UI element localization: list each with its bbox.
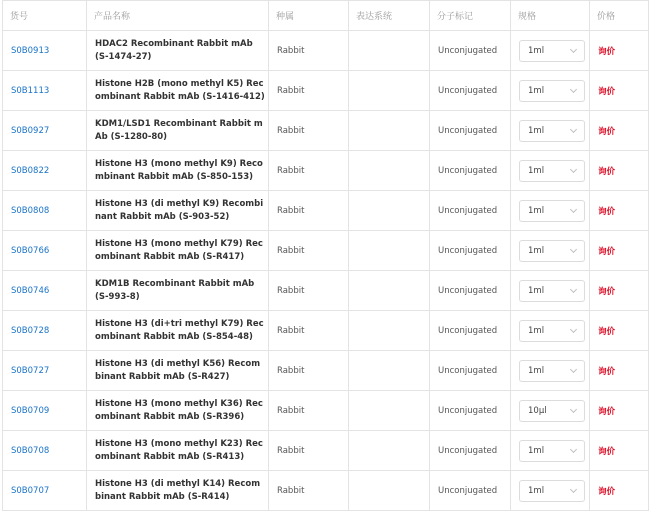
catalog-link[interactable]: S0B0927 xyxy=(11,125,50,136)
catalog-cell xyxy=(3,231,87,271)
size-cell xyxy=(511,471,590,511)
expression-cell xyxy=(349,391,430,431)
header-conjugate: 分子标记 xyxy=(430,1,511,31)
conjugate-cell: Unconjugated xyxy=(430,191,511,231)
catalog-link[interactable]: S0B1113 xyxy=(11,85,50,96)
expression-cell xyxy=(349,111,430,151)
size-select-value: 1ml xyxy=(528,125,545,136)
table-row xyxy=(3,191,649,231)
size-select[interactable] xyxy=(519,200,585,222)
catalog-cell xyxy=(3,151,87,191)
conjugate-cell: Unconjugated xyxy=(430,231,511,271)
size-select-value: 1ml xyxy=(528,285,545,296)
table-row xyxy=(3,151,649,191)
conjugate-cell: Unconjugated xyxy=(430,391,511,431)
size-select[interactable] xyxy=(519,80,585,102)
chevron-down-icon xyxy=(570,165,577,172)
chevron-down-icon xyxy=(570,125,577,132)
expression-cell xyxy=(349,311,430,351)
catalog-link[interactable]: S0B0727 xyxy=(11,365,50,376)
conjugate-cell: Unconjugated xyxy=(430,271,511,311)
price-inquiry-link[interactable]: 询价 xyxy=(590,191,649,231)
catalog-link[interactable]: S0B0728 xyxy=(11,325,50,336)
catalog-cell xyxy=(3,471,87,511)
conjugate-cell: Unconjugated xyxy=(430,471,511,511)
conjugate-cell: Unconjugated xyxy=(430,111,511,151)
table-body xyxy=(3,31,649,511)
catalog-cell xyxy=(3,351,87,391)
product-name: Histone H3 (di+tri methyl K79) Recombinant Rabbit mAb (S-854-48) xyxy=(87,311,269,351)
host-cell: Rabbit xyxy=(269,111,349,151)
catalog-link[interactable]: S0B0709 xyxy=(11,405,50,416)
host-cell: Rabbit xyxy=(269,351,349,391)
product-name: Histone H3 (di methyl K14) Recombinant Rabbit mAb (S-R414) xyxy=(87,471,269,511)
host-cell: Rabbit xyxy=(269,391,349,431)
table-row xyxy=(3,471,649,511)
host-cell: Rabbit xyxy=(269,231,349,271)
product-name: HDAC2 Recombinant Rabbit mAb (S-1474-27) xyxy=(87,31,269,71)
table-row xyxy=(3,311,649,351)
product-table xyxy=(2,0,649,511)
product-name: Histone H3 (mono methyl K23) Recombinant Rabbit mAb (S-R413) xyxy=(87,431,269,471)
chevron-down-icon xyxy=(570,325,577,332)
size-select[interactable] xyxy=(519,40,585,62)
size-select-value: 1ml xyxy=(528,85,545,96)
size-select[interactable] xyxy=(519,280,585,302)
table-header-row xyxy=(3,1,649,31)
table-row xyxy=(3,351,649,391)
catalog-cell xyxy=(3,391,87,431)
header-price: 价格 xyxy=(590,1,649,31)
chevron-down-icon xyxy=(570,205,577,212)
product-name: Histone H3 (mono methyl K36) Recombinant Rabbit mAb (S-R396) xyxy=(87,391,269,431)
size-cell xyxy=(511,271,590,311)
product-name: KDM1B Recombinant Rabbit mAb (S-993-8) xyxy=(87,271,269,311)
product-name: Histone H3 (di methyl K9) Recombinant Rabbit mAb (S-903-52) xyxy=(87,191,269,231)
catalog-cell xyxy=(3,71,87,111)
size-select-value: 10μl xyxy=(528,405,547,416)
expression-cell xyxy=(349,431,430,471)
header-expression-system: 表达系统 xyxy=(349,1,430,31)
catalog-link[interactable]: S0B0822 xyxy=(11,165,50,176)
size-select[interactable] xyxy=(519,240,585,262)
product-name: Histone H3 (mono methyl K79) Recombinant Rabbit mAb (S-R417) xyxy=(87,231,269,271)
size-cell xyxy=(511,311,590,351)
table-row xyxy=(3,231,649,271)
price-inquiry-link[interactable]: 询价 xyxy=(590,271,649,311)
catalog-cell xyxy=(3,111,87,151)
size-cell xyxy=(511,151,590,191)
host-cell: Rabbit xyxy=(269,151,349,191)
catalog-link[interactable]: S0B0913 xyxy=(11,45,50,56)
size-cell xyxy=(511,111,590,151)
chevron-down-icon xyxy=(570,45,577,52)
size-select-value: 1ml xyxy=(528,365,545,376)
size-select[interactable] xyxy=(519,400,585,422)
size-cell xyxy=(511,391,590,431)
host-cell: Rabbit xyxy=(269,31,349,71)
chevron-down-icon xyxy=(570,245,577,252)
price-inquiry-link[interactable]: 询价 xyxy=(590,151,649,191)
catalog-link[interactable]: S0B0708 xyxy=(11,445,50,456)
price-inquiry-link[interactable]: 询价 xyxy=(590,471,649,511)
size-select-value: 1ml xyxy=(528,485,545,496)
host-cell: Rabbit xyxy=(269,311,349,351)
size-select[interactable] xyxy=(519,120,585,142)
table-row xyxy=(3,71,649,111)
chevron-down-icon xyxy=(570,485,577,492)
table-row xyxy=(3,31,649,71)
host-cell: Rabbit xyxy=(269,471,349,511)
catalog-link[interactable]: S0B0746 xyxy=(11,285,50,296)
expression-cell xyxy=(349,191,430,231)
header-size: 规格 xyxy=(511,1,590,31)
conjugate-cell: Unconjugated xyxy=(430,311,511,351)
size-select-value: 1ml xyxy=(528,205,545,216)
chevron-down-icon xyxy=(570,365,577,372)
chevron-down-icon xyxy=(570,405,577,412)
size-select-value: 1ml xyxy=(528,165,545,176)
size-select-value: 1ml xyxy=(528,45,545,56)
product-name: Histone H3 (di methyl K56) Recombinant Rabbit mAb (S-R427) xyxy=(87,351,269,391)
conjugate-cell: Unconjugated xyxy=(430,351,511,391)
conjugate-cell: Unconjugated xyxy=(430,31,511,71)
conjugate-cell: Unconjugated xyxy=(430,71,511,111)
price-inquiry-link[interactable]: 询价 xyxy=(590,231,649,271)
expression-cell xyxy=(349,31,430,71)
table-row xyxy=(3,431,649,471)
price-inquiry-link[interactable]: 询价 xyxy=(590,391,649,431)
host-cell: Rabbit xyxy=(269,71,349,111)
expression-cell xyxy=(349,231,430,271)
catalog-link[interactable]: S0B0766 xyxy=(11,245,50,256)
conjugate-cell: Unconjugated xyxy=(430,151,511,191)
catalog-cell xyxy=(3,191,87,231)
size-cell xyxy=(511,31,590,71)
price-inquiry-link[interactable]: 询价 xyxy=(590,351,649,391)
size-select[interactable] xyxy=(519,160,585,182)
host-cell: Rabbit xyxy=(269,191,349,231)
host-cell: Rabbit xyxy=(269,271,349,311)
host-cell: Rabbit xyxy=(269,431,349,471)
size-select[interactable] xyxy=(519,360,585,382)
expression-cell xyxy=(349,471,430,511)
price-inquiry-link[interactable]: 询价 xyxy=(590,431,649,471)
price-inquiry-link[interactable]: 询价 xyxy=(590,311,649,351)
product-name: Histone H2B (mono methyl K5) Recombinant Rabbit mAb (S-1416-412) xyxy=(87,71,269,111)
header-product-name: 产品名称 xyxy=(87,1,269,31)
size-select[interactable] xyxy=(519,480,585,502)
size-select-value: 1ml xyxy=(528,445,545,456)
size-select[interactable] xyxy=(519,320,585,342)
size-cell xyxy=(511,191,590,231)
catalog-cell xyxy=(3,431,87,471)
catalog-cell xyxy=(3,31,87,71)
catalog-cell xyxy=(3,311,87,351)
expression-cell xyxy=(349,71,430,111)
size-select-value: 1ml xyxy=(528,325,545,336)
expression-cell xyxy=(349,351,430,391)
price-inquiry-link[interactable]: 询价 xyxy=(590,31,649,71)
header-host: 种属 xyxy=(269,1,349,31)
table-row xyxy=(3,111,649,151)
size-cell xyxy=(511,351,590,391)
catalog-link[interactable]: S0B0707 xyxy=(11,485,50,496)
product-name: KDM1/LSD1 Recombinant Rabbit mAb (S-1280-80) xyxy=(87,111,269,151)
expression-cell xyxy=(349,151,430,191)
catalog-link[interactable]: S0B0808 xyxy=(11,205,50,216)
size-cell xyxy=(511,71,590,111)
conjugate-cell: Unconjugated xyxy=(430,431,511,471)
chevron-down-icon xyxy=(570,85,577,92)
size-cell xyxy=(511,431,590,471)
price-inquiry-link[interactable]: 询价 xyxy=(590,111,649,151)
size-cell xyxy=(511,231,590,271)
table-row xyxy=(3,271,649,311)
product-name: Histone H3 (mono methyl K9) Recombinant Rabbit mAb (S-850-153) xyxy=(87,151,269,191)
size-select[interactable] xyxy=(519,440,585,462)
table-row xyxy=(3,391,649,431)
chevron-down-icon xyxy=(570,445,577,452)
header-catalog: 货号 xyxy=(3,1,87,31)
size-select-value: 1ml xyxy=(528,245,545,256)
price-inquiry-link[interactable]: 询价 xyxy=(590,71,649,111)
expression-cell xyxy=(349,271,430,311)
chevron-down-icon xyxy=(570,285,577,292)
catalog-cell xyxy=(3,271,87,311)
